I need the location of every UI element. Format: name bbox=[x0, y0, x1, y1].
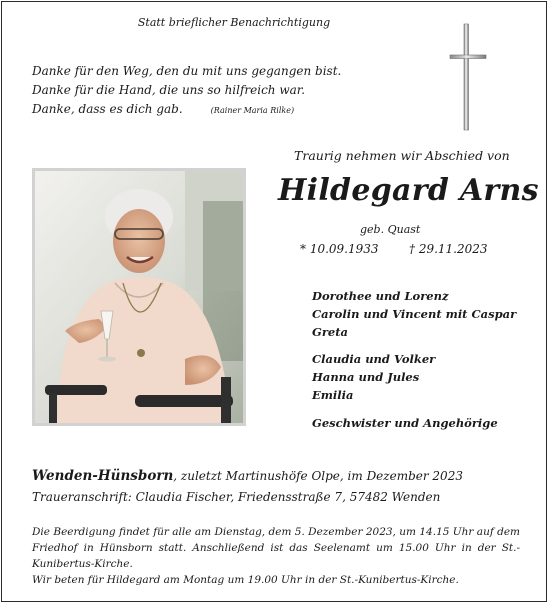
mourning-address: Traueranschrift: Claudia Fischer, Friedensstraße 7, 57482 Wenden bbox=[32, 490, 441, 504]
family-member: Dorothee und Lorenz bbox=[312, 289, 449, 303]
place-name: Wenden-Hünsborn bbox=[32, 468, 174, 484]
poem-author: (Rainer Maria Rilke) bbox=[210, 106, 295, 115]
family-member: Geschwister und Angehörige bbox=[312, 416, 498, 430]
place-and-date bbox=[32, 468, 463, 484]
portrait-photo bbox=[32, 168, 246, 426]
service-notice bbox=[32, 524, 520, 588]
lead-text: Traurig nehmen wir Abschied von bbox=[294, 148, 510, 163]
poem-line-with-author bbox=[32, 100, 341, 120]
birth-date: * 10.09.1933 bbox=[300, 242, 379, 256]
funeral-text: Die Beerdigung findet für alle am Dienstag, dem 5. Dezember 2023, um 14.15 Uhr auf dem Friedhof in Hünsborn statt. Anschließend ist das Seelenamt um 15.00 Uhr in der St.-Kunibertus-Kirche. bbox=[32, 526, 520, 570]
death-date: † 29.11.2023 bbox=[409, 242, 488, 256]
poem-line: Danke für den Weg, den du mit uns gegangen bist. bbox=[32, 64, 342, 78]
poem-line: Danke, dass es dich gab. bbox=[32, 102, 183, 116]
poem bbox=[32, 62, 341, 120]
family-group-2 bbox=[312, 350, 435, 404]
header-note: Statt brieflicher Benachrichtigung bbox=[137, 16, 331, 29]
family-member: Greta bbox=[312, 325, 348, 339]
prayer-text: Wir beten für Hildegard am Montag um 19.00 Uhr in der St.-Kunibertus-Kirche. bbox=[32, 574, 459, 586]
family-member: Carolin und Vincent mit Caspar bbox=[312, 307, 517, 321]
family-group-3 bbox=[312, 414, 498, 432]
family-member: Hanna und Jules bbox=[312, 370, 420, 384]
obituary-notice bbox=[1, 1, 547, 602]
family-member: Emilia bbox=[312, 388, 354, 402]
deceased-name: Hildegard Arns bbox=[278, 173, 539, 208]
family-member: Claudia und Volker bbox=[312, 352, 436, 366]
maiden-name: geb. Quast bbox=[360, 223, 421, 236]
portrait-illustration bbox=[35, 171, 243, 423]
poem-line: Danke für die Hand, die uns so hilfreich war. bbox=[32, 83, 306, 97]
family-group-1 bbox=[312, 287, 516, 341]
place-detail: , zuletzt Martinushöfe Olpe, im Dezember 2023 bbox=[173, 469, 463, 483]
cross-icon bbox=[448, 20, 488, 132]
